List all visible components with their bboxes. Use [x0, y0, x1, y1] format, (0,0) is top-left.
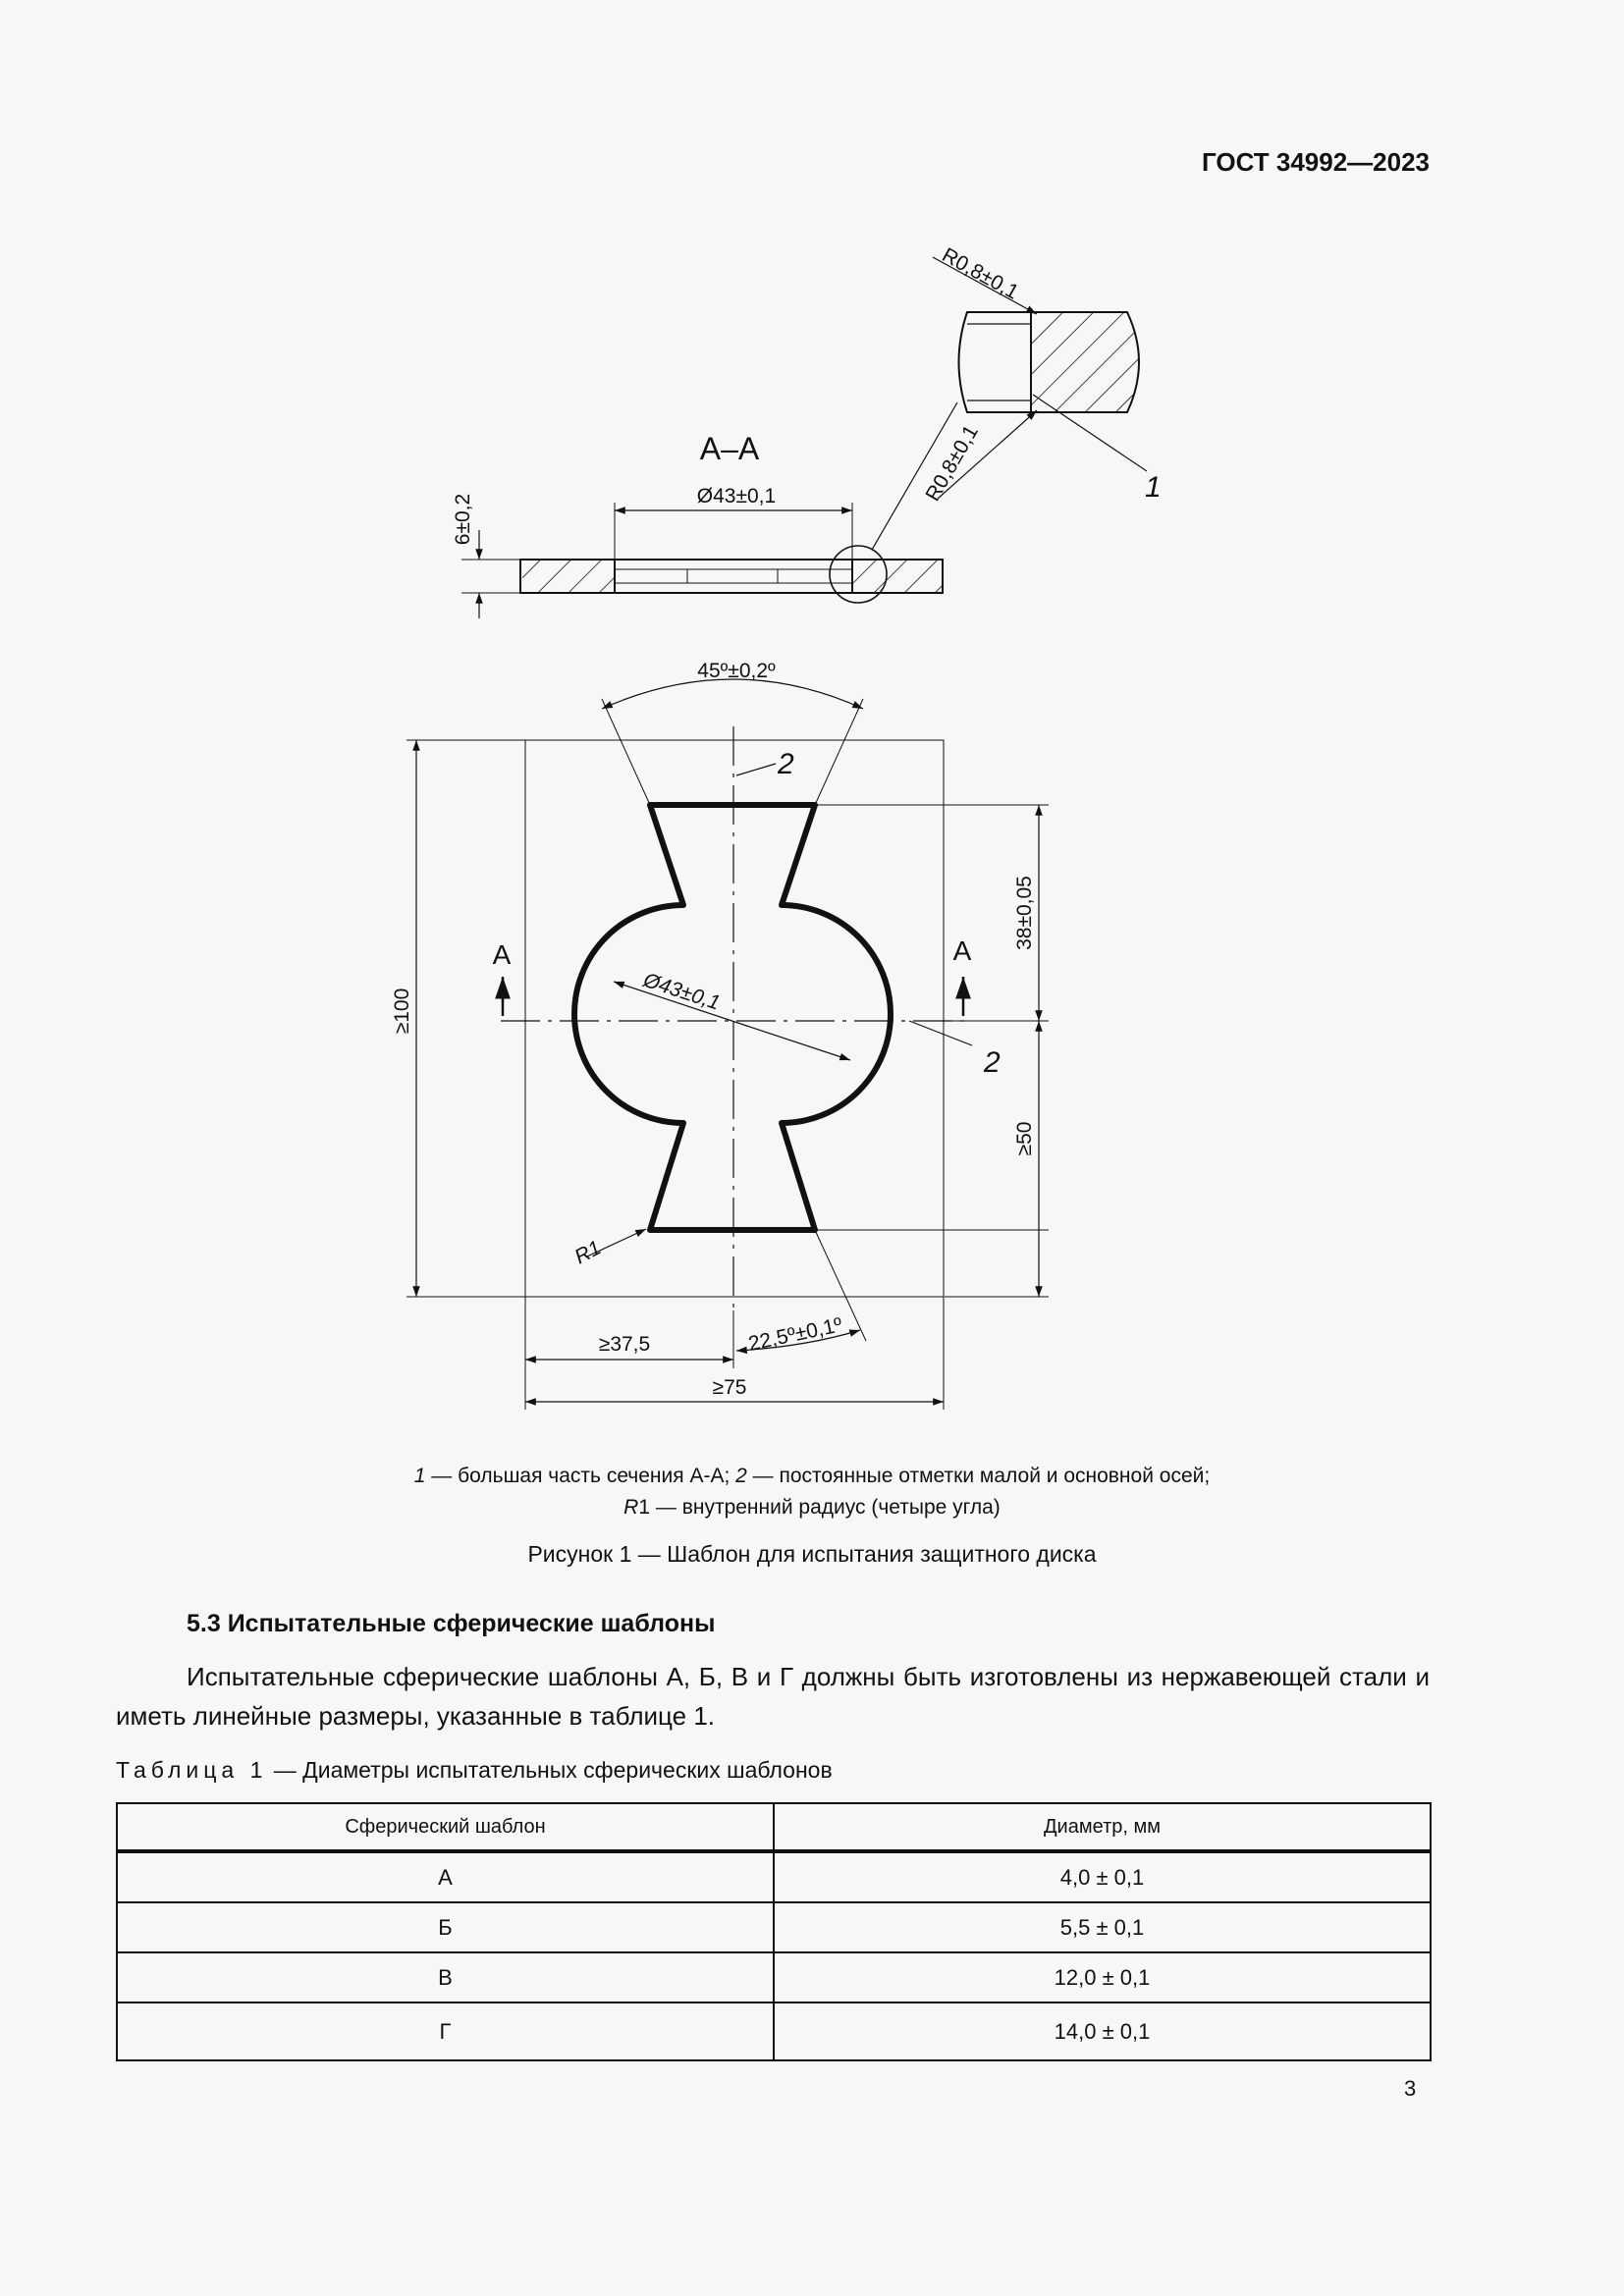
header-template: Сферический шаблон: [117, 1803, 774, 1851]
legend-text-2: — постоянные отметки малой и основной осей;: [746, 1465, 1211, 1487]
section-mark-right: А: [952, 935, 972, 966]
inner-radius: R1: [570, 1236, 606, 1269]
callout-1: 1: [1145, 471, 1162, 504]
page-number: 3: [1404, 2076, 1417, 2101]
cell-diameter: 12,0 ± 0,1: [774, 1952, 1431, 2002]
dim-width: ≥75: [712, 1376, 747, 1399]
figure-legend: [196, 1461, 1428, 1523]
radius-bottom: R0,8±0,1: [921, 421, 983, 506]
cell-template: В: [117, 1952, 774, 2002]
cell-diameter: 14,0 ± 0,1: [774, 2002, 1431, 2060]
body-paragraph: Испытательные сферические шаблоны А, Б, В и Г должны быть изготовлены из нержавеющей стали и иметь линейные размеры, указанные в таблице 1.: [116, 1662, 1430, 1731]
header-diameter: Диаметр, мм: [774, 1803, 1431, 1851]
cell-diameter: 4,0 ± 0,1: [774, 1851, 1431, 1902]
legend-key-1: 1: [413, 1465, 426, 1487]
legend-key-3: R: [623, 1496, 639, 1519]
dim-height: ≥100: [391, 988, 413, 1035]
cell-template: Г: [117, 2002, 774, 2060]
angle-top: 45º±0,2º: [697, 660, 776, 682]
diameters-table: [116, 1802, 1432, 2061]
table-caption-text: — Диаметры испытательных сферических шаблонов: [267, 1757, 833, 1783]
dim-upper: 38±0,05: [1013, 876, 1036, 950]
dim-half-width: ≥37,5: [598, 1333, 651, 1356]
legend-text-1: — большая часть сечения А-А;: [425, 1465, 736, 1487]
table-row: [117, 1902, 1431, 1952]
standard-designation: ГОСТ 34992—2023: [1202, 147, 1430, 177]
table-header-row: [117, 1803, 1431, 1851]
table-caption: [116, 1757, 833, 1784]
callout-2a: 2: [778, 748, 794, 780]
dim-lower: ≥50: [1013, 1121, 1036, 1156]
template-plan: [406, 679, 1049, 1410]
legend-key-2: 2: [735, 1465, 747, 1487]
table-row: [117, 2002, 1431, 2060]
dim-hole-section: Ø43±0,1: [696, 485, 777, 507]
section-title: А–А: [699, 431, 760, 466]
table-row: [117, 1851, 1431, 1902]
dim-circle: Ø43±0,1: [640, 968, 724, 1015]
dim-thickness: 6±0,2: [452, 493, 474, 546]
section-heading: 5.3 Испытательные сферические шаблоны: [187, 1610, 716, 1637]
radius-top: R0,8±0,1: [938, 243, 1023, 304]
angle-bottom: 22,5º±0,1º: [746, 1313, 844, 1356]
cell-template: Б: [117, 1902, 774, 1952]
legend-text-3: 1 — внутренний радиус (четыре угла): [638, 1496, 1001, 1519]
table-row: [117, 1952, 1431, 2002]
callout-2b: 2: [984, 1046, 1001, 1079]
figure-caption: Рисунок 1 — Шаблон для испытания защитного диска: [527, 1541, 1097, 1567]
cell-diameter: 5,5 ± 0,1: [774, 1902, 1431, 1952]
table-caption-prefix: Таблица 1: [116, 1757, 268, 1783]
cell-template: А: [117, 1851, 774, 1902]
section-mark-left: А: [492, 939, 512, 970]
